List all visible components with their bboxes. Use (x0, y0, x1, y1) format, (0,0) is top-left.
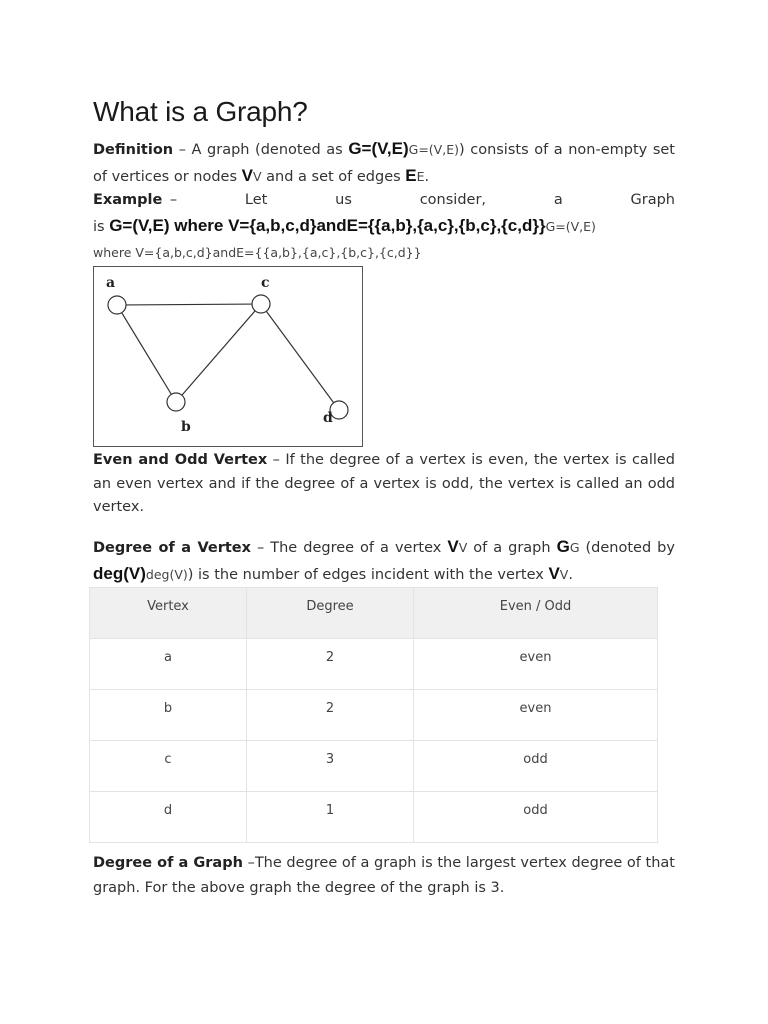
table-cell: c (90, 741, 247, 792)
example-formula-alt: G=(V,E) (545, 219, 596, 234)
degree-vertex-text-4: ) is the number of edges incident with the vertex (187, 567, 549, 583)
degree-graph-label: Degree of a Graph (93, 855, 243, 871)
degree-vertex-label: Degree of a Vertex (93, 540, 251, 556)
degree-vertex-paragraph (93, 534, 675, 588)
graph-svg (94, 267, 362, 446)
table-cell: even (414, 639, 658, 690)
table-cell: 3 (247, 741, 414, 792)
table-cell: 1 (247, 792, 414, 843)
example-line-2 (93, 213, 675, 240)
graph-vertex-label-b: b (181, 419, 191, 435)
graph-vertex-a (108, 296, 126, 314)
graph-vertex-label-d: d (323, 410, 333, 426)
degree-vertex-text-3: (denoted by (579, 540, 675, 556)
table-cell: d (90, 792, 247, 843)
table-cell: odd (414, 792, 658, 843)
table-cell: 2 (247, 690, 414, 741)
graph-vertex-b (167, 393, 185, 411)
degree-vertex-deg-alt: deg(V) (145, 567, 188, 582)
even-odd-text: – If the degree of a vertex is even, the vertex is called an even vertex and if the degree of a vertex is odd, the vertex is called an odd vertex. (93, 452, 676, 515)
example-where-line: where V={a,b,c,d}andE={{a,b},{a,c},{b,c},{c,d}} (93, 245, 422, 260)
definition-e: E (405, 166, 417, 185)
table-cell: a (90, 639, 247, 690)
degree-table (89, 587, 658, 843)
degree-vertex-text-1: – The degree of a vertex (251, 540, 448, 556)
table-header-even-odd: Even / Odd (414, 588, 658, 639)
definition-text-3: and a set of edges (261, 169, 406, 185)
definition-v: V (241, 166, 253, 185)
degree-graph-paragraph (93, 851, 675, 901)
degree-vertex-v: V (447, 537, 459, 556)
degree-vertex-v2-alt: V (559, 567, 569, 582)
degree-vertex-g: G (556, 537, 570, 556)
degree-vertex-v2: V (548, 564, 560, 583)
example-label: Example (93, 192, 163, 208)
graph-vertex-c (252, 295, 270, 313)
degree-vertex-text-5: . (568, 567, 573, 583)
even-odd-label: Even and Odd Vertex (93, 452, 268, 468)
degree-vertex-g-alt: G (569, 540, 580, 555)
table-row (90, 639, 658, 690)
table-header-degree: Degree (247, 588, 414, 639)
degree-vertex-deg: deg(V) (93, 564, 146, 583)
definition-v-alt: V (252, 169, 262, 184)
definition-e-alt: E (416, 169, 425, 184)
degree-graph-text: –The degree of a graph is the largest vertex degree of that graph. For the above graph the degree of the graph is 3. (93, 855, 675, 896)
table-row (90, 690, 658, 741)
example-is: is (93, 219, 110, 235)
definition-text-1: – A graph (denoted as (173, 142, 349, 158)
table-header-vertex: Vertex (90, 588, 247, 639)
table-row (90, 792, 658, 843)
graph-vertex-label-a: a (106, 275, 116, 291)
graph-edge-a-b (117, 305, 176, 402)
definition-formula-alt: G=(V,E) (408, 142, 459, 157)
graph-edge-b-c (176, 304, 261, 402)
table-row (90, 741, 658, 792)
degree-vertex-v-alt: V (458, 540, 468, 555)
even-odd-paragraph (93, 449, 675, 520)
example-formula: G=(V,E) where V={a,b,c,d}andE={{a,b},{a,c},{b,c},{c,d}} (109, 216, 546, 235)
graph-figure (93, 266, 363, 447)
page-title: What is a Graph? (93, 96, 308, 127)
definition-text-4: . (424, 169, 430, 185)
example-line-1 (93, 188, 675, 213)
table-header-row (90, 588, 658, 639)
graph-edge-c-d (261, 304, 339, 410)
definition-formula: G=(V,E) (348, 139, 409, 158)
degree-vertex-text-2: of a graph (467, 540, 557, 556)
graph-vertex-label-c: c (261, 275, 270, 291)
table-cell: b (90, 690, 247, 741)
definition-paragraph (93, 136, 675, 190)
graph-edge-a-c (117, 304, 261, 305)
table-cell: odd (414, 741, 658, 792)
table-cell: even (414, 690, 658, 741)
table-cell: 2 (247, 639, 414, 690)
definition-text-2: ) consists of a non-empty set of vertices or nodes (93, 142, 675, 185)
example-text-1: – Let us consider, a Graph (162, 192, 675, 208)
definition-label: Definition (93, 142, 174, 158)
